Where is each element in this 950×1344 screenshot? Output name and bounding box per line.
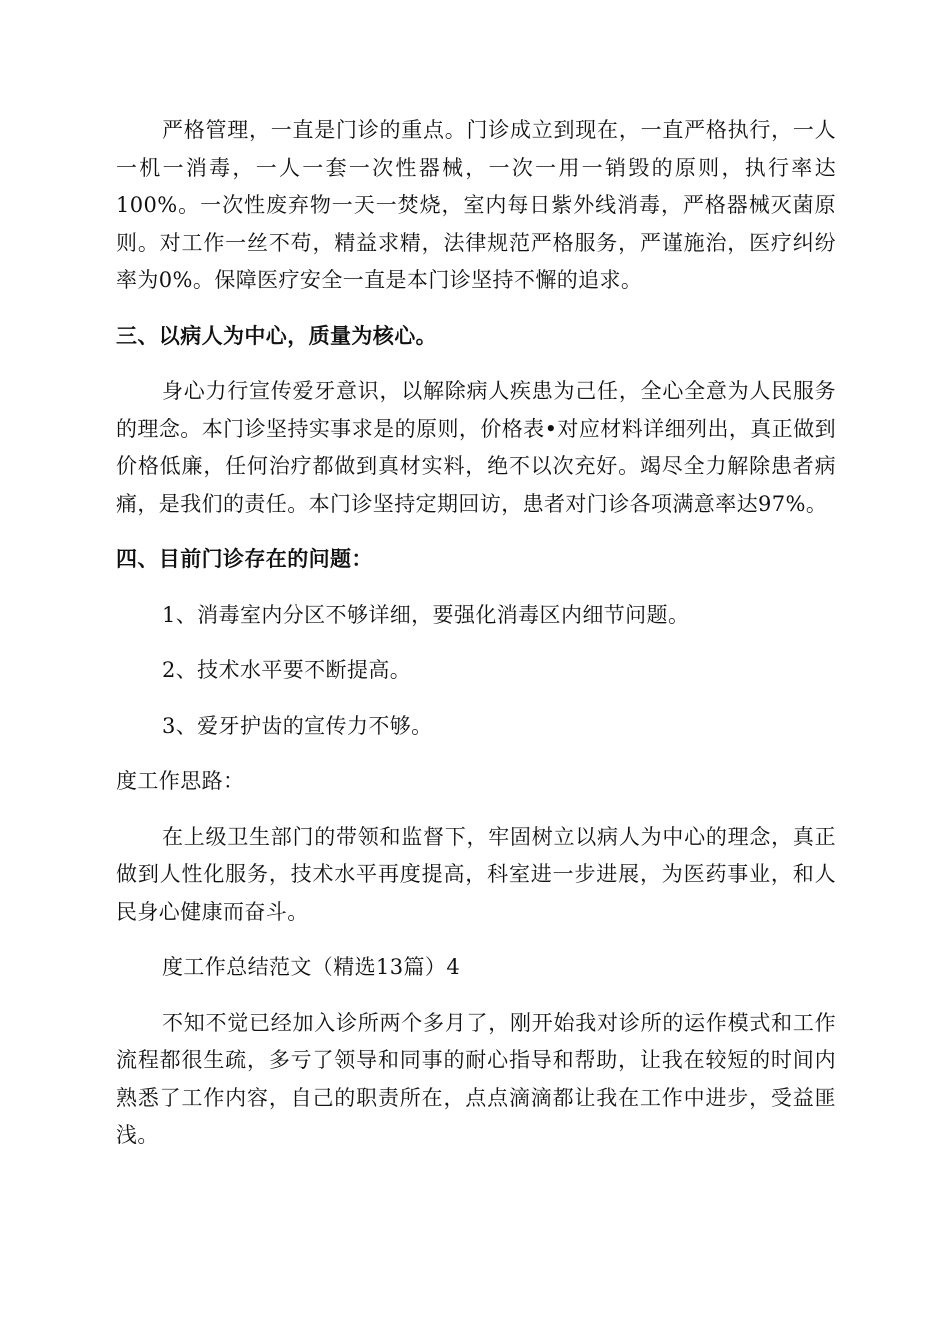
paragraph-dental-awareness: 身心力行宣传爱牙意识，以解除病人疾患为己任，全心全意为人民服务的理念。本门诊坚持实事求是的原则，价格表•对应材料详细列出，真正做到价格低廉，任何治疗都做到真材实料，绝不以次充好。竭尽全力解除患者病痛，是我们的责任。本门诊坚持定期回访，患者对门诊各项满意率达97%。 (116, 379, 836, 516)
list-item-problem-1: 1、消毒室内分区不够详细，要强化消毒区内细节问题。 (162, 602, 690, 627)
list-item-problem-3: 3、爱牙护齿的宣传力不够。 (162, 713, 433, 738)
document-page (116, 112, 836, 1155)
section-heading-current-problems: 四、目前门诊存在的问题： (116, 547, 373, 571)
article-subtitle: 度工作总结范文（精选13篇）4 (162, 955, 461, 979)
paragraph-joining-clinic: 不知不觉已经加入诊所两个多月了，刚开始我对诊所的运作模式和工作流程都很生疏，多亏了领导和同事的耐心指导和帮助，让我在较短的时间内熟悉了工作内容，自己的职责所在，点点滴滴都让我在工作中进步，受益匪浅。 (116, 1010, 836, 1147)
paragraph-work-plan: 在上级卫生部门的带领和监督下，牢固树立以病人为中心的理念，真正做到人性化服务，技术水平再度提高，科室进一步进展，为医药事业，和人民身心健康而奋斗。 (116, 824, 836, 924)
section-heading-patient-centered: 三、以病人为中心，质量为核心。 (116, 323, 437, 348)
work-plan-label: 度工作思路： (116, 769, 245, 793)
paragraph-strict-management: 严格管理，一直是门诊的重点。门诊成立到现在，一直严格执行，一人一机一消毒，一人一套一次性器械，一次一用一销毁的原则，执行率达100%。一次性废弃物一天一焚烧，室内每日紫外线消毒，严格器械灭菌原则。对工作一丝不苟，精益求精，法律规范严格服务，严谨施治，医疗纠纷率为0%。保障医疗安全一直是本门诊坚持不懈的追求。 (116, 118, 836, 292)
list-item-problem-2: 2、技术水平要不断提高。 (162, 658, 412, 682)
